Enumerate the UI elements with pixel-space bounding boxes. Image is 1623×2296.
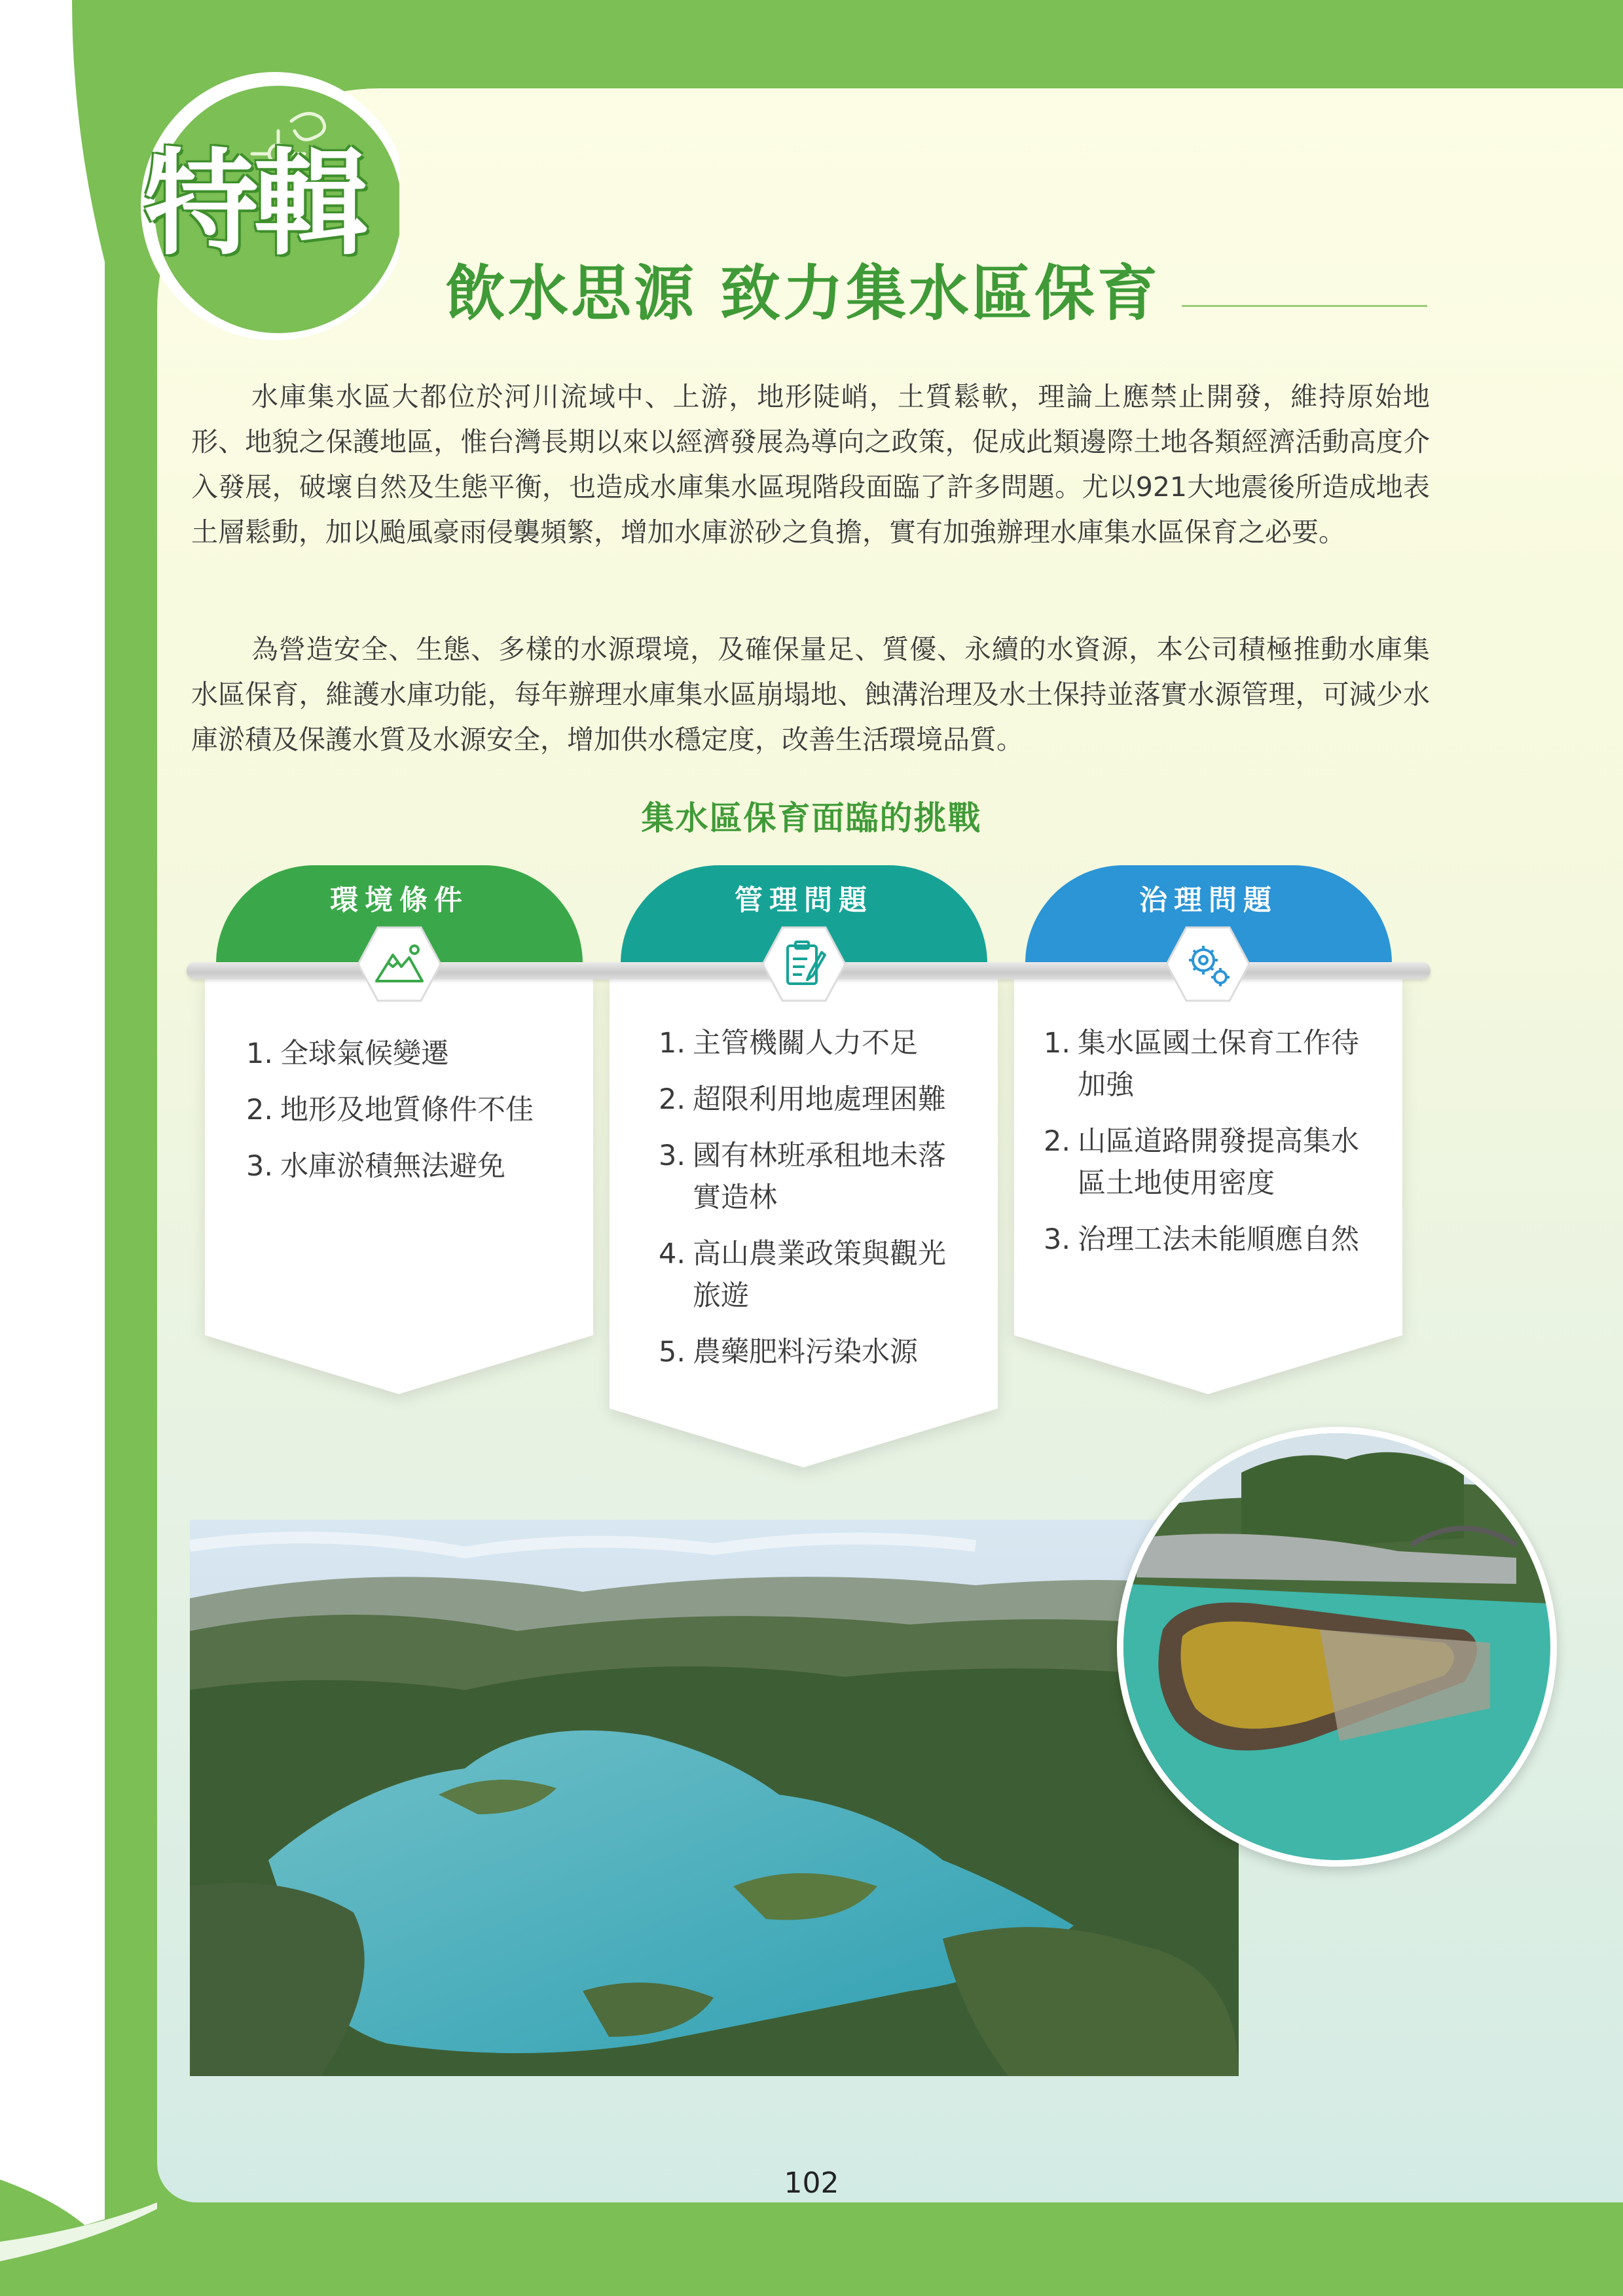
list-item: 3. 治理工法未能順應自然	[1044, 1223, 1359, 1256]
intro-paragraph-2: 為營造安全、生態、多樣的水源環境，及確保量足、質優、永續的水資源，本公司積極推動水庫集水區保育，維護水庫功能，每年辦理水庫集水區崩塌地、蝕溝治理及水土保持並落實水源管理，可減少水庫淤積及保護水質及水源安全，增加供水穩定度，改善生活環境品質。	[191, 634, 1430, 755]
list-item: 1. 全球氣候變遷	[246, 1037, 449, 1070]
page-number: 102	[784, 2166, 839, 2200]
challenge-card-governance	[1014, 975, 1402, 1394]
list-item: 1. 主管機關人力不足	[659, 1027, 918, 1060]
challenge-card-management	[610, 975, 998, 1467]
challenge-card-environment	[205, 975, 593, 1394]
spillway-inset-photo	[1117, 1427, 1557, 1867]
intro-paragraph-1: 水庫集水區大都位於河川流域中、上游，地形陡峭，土質鬆軟，理論上應禁止開發，維持原始地形、地貌之保護地區，惟台灣長期以來以經濟發展為導向之政策，促成此類邊際土地各類經濟活動高度介入發展，破壞自然及生態平衡，也造成水庫集水區現階段面臨了許多問題。尤以921大地震後所造成地表土層鬆動，加以颱風豪雨侵襲頻繁，增加水庫淤砂之負擔，實有加強辦理水庫集水區保育之必要。	[191, 381, 1430, 548]
page-title: 飲水思源 致力集水區保育	[445, 259, 1161, 329]
column-title: 管理問題	[735, 884, 873, 917]
list-item: 3. 水庫淤積無法避免	[246, 1150, 505, 1183]
list-item: 4. 高山農業政策與觀光旅遊	[659, 1238, 946, 1312]
reservoir-aerial-photo	[190, 1520, 1239, 2076]
column-title: 治理問題	[1139, 884, 1278, 917]
bottom-band	[0, 2202, 1623, 2296]
challenge-list	[1044, 1022, 1374, 1275]
gears-icon	[1165, 926, 1250, 1002]
clipboard-icon	[761, 926, 847, 1002]
column-title: 環境條件	[330, 884, 469, 917]
list-item: 5. 農藥肥料污染水源	[659, 1336, 918, 1369]
challenge-list	[659, 1022, 953, 1388]
list-item: 1. 集水區國土保育工作待加強	[1044, 1027, 1359, 1102]
title-rule	[1182, 305, 1427, 307]
badge-text: 特輯	[144, 138, 363, 271]
list-item: 3. 國有林班承租地未落實造林	[659, 1139, 946, 1214]
list-item: 2. 地形及地質條件不佳	[246, 1094, 534, 1126]
list-item: 2. 山區道路開發提高集水區土地使用密度	[1044, 1125, 1359, 1200]
challenge-list	[246, 1033, 580, 1202]
mountain-icon	[357, 926, 442, 1002]
list-item: 2. 超限利用地處理困難	[659, 1083, 946, 1116]
challenges-heading: 集水區保育面臨的挑戰	[641, 799, 982, 837]
